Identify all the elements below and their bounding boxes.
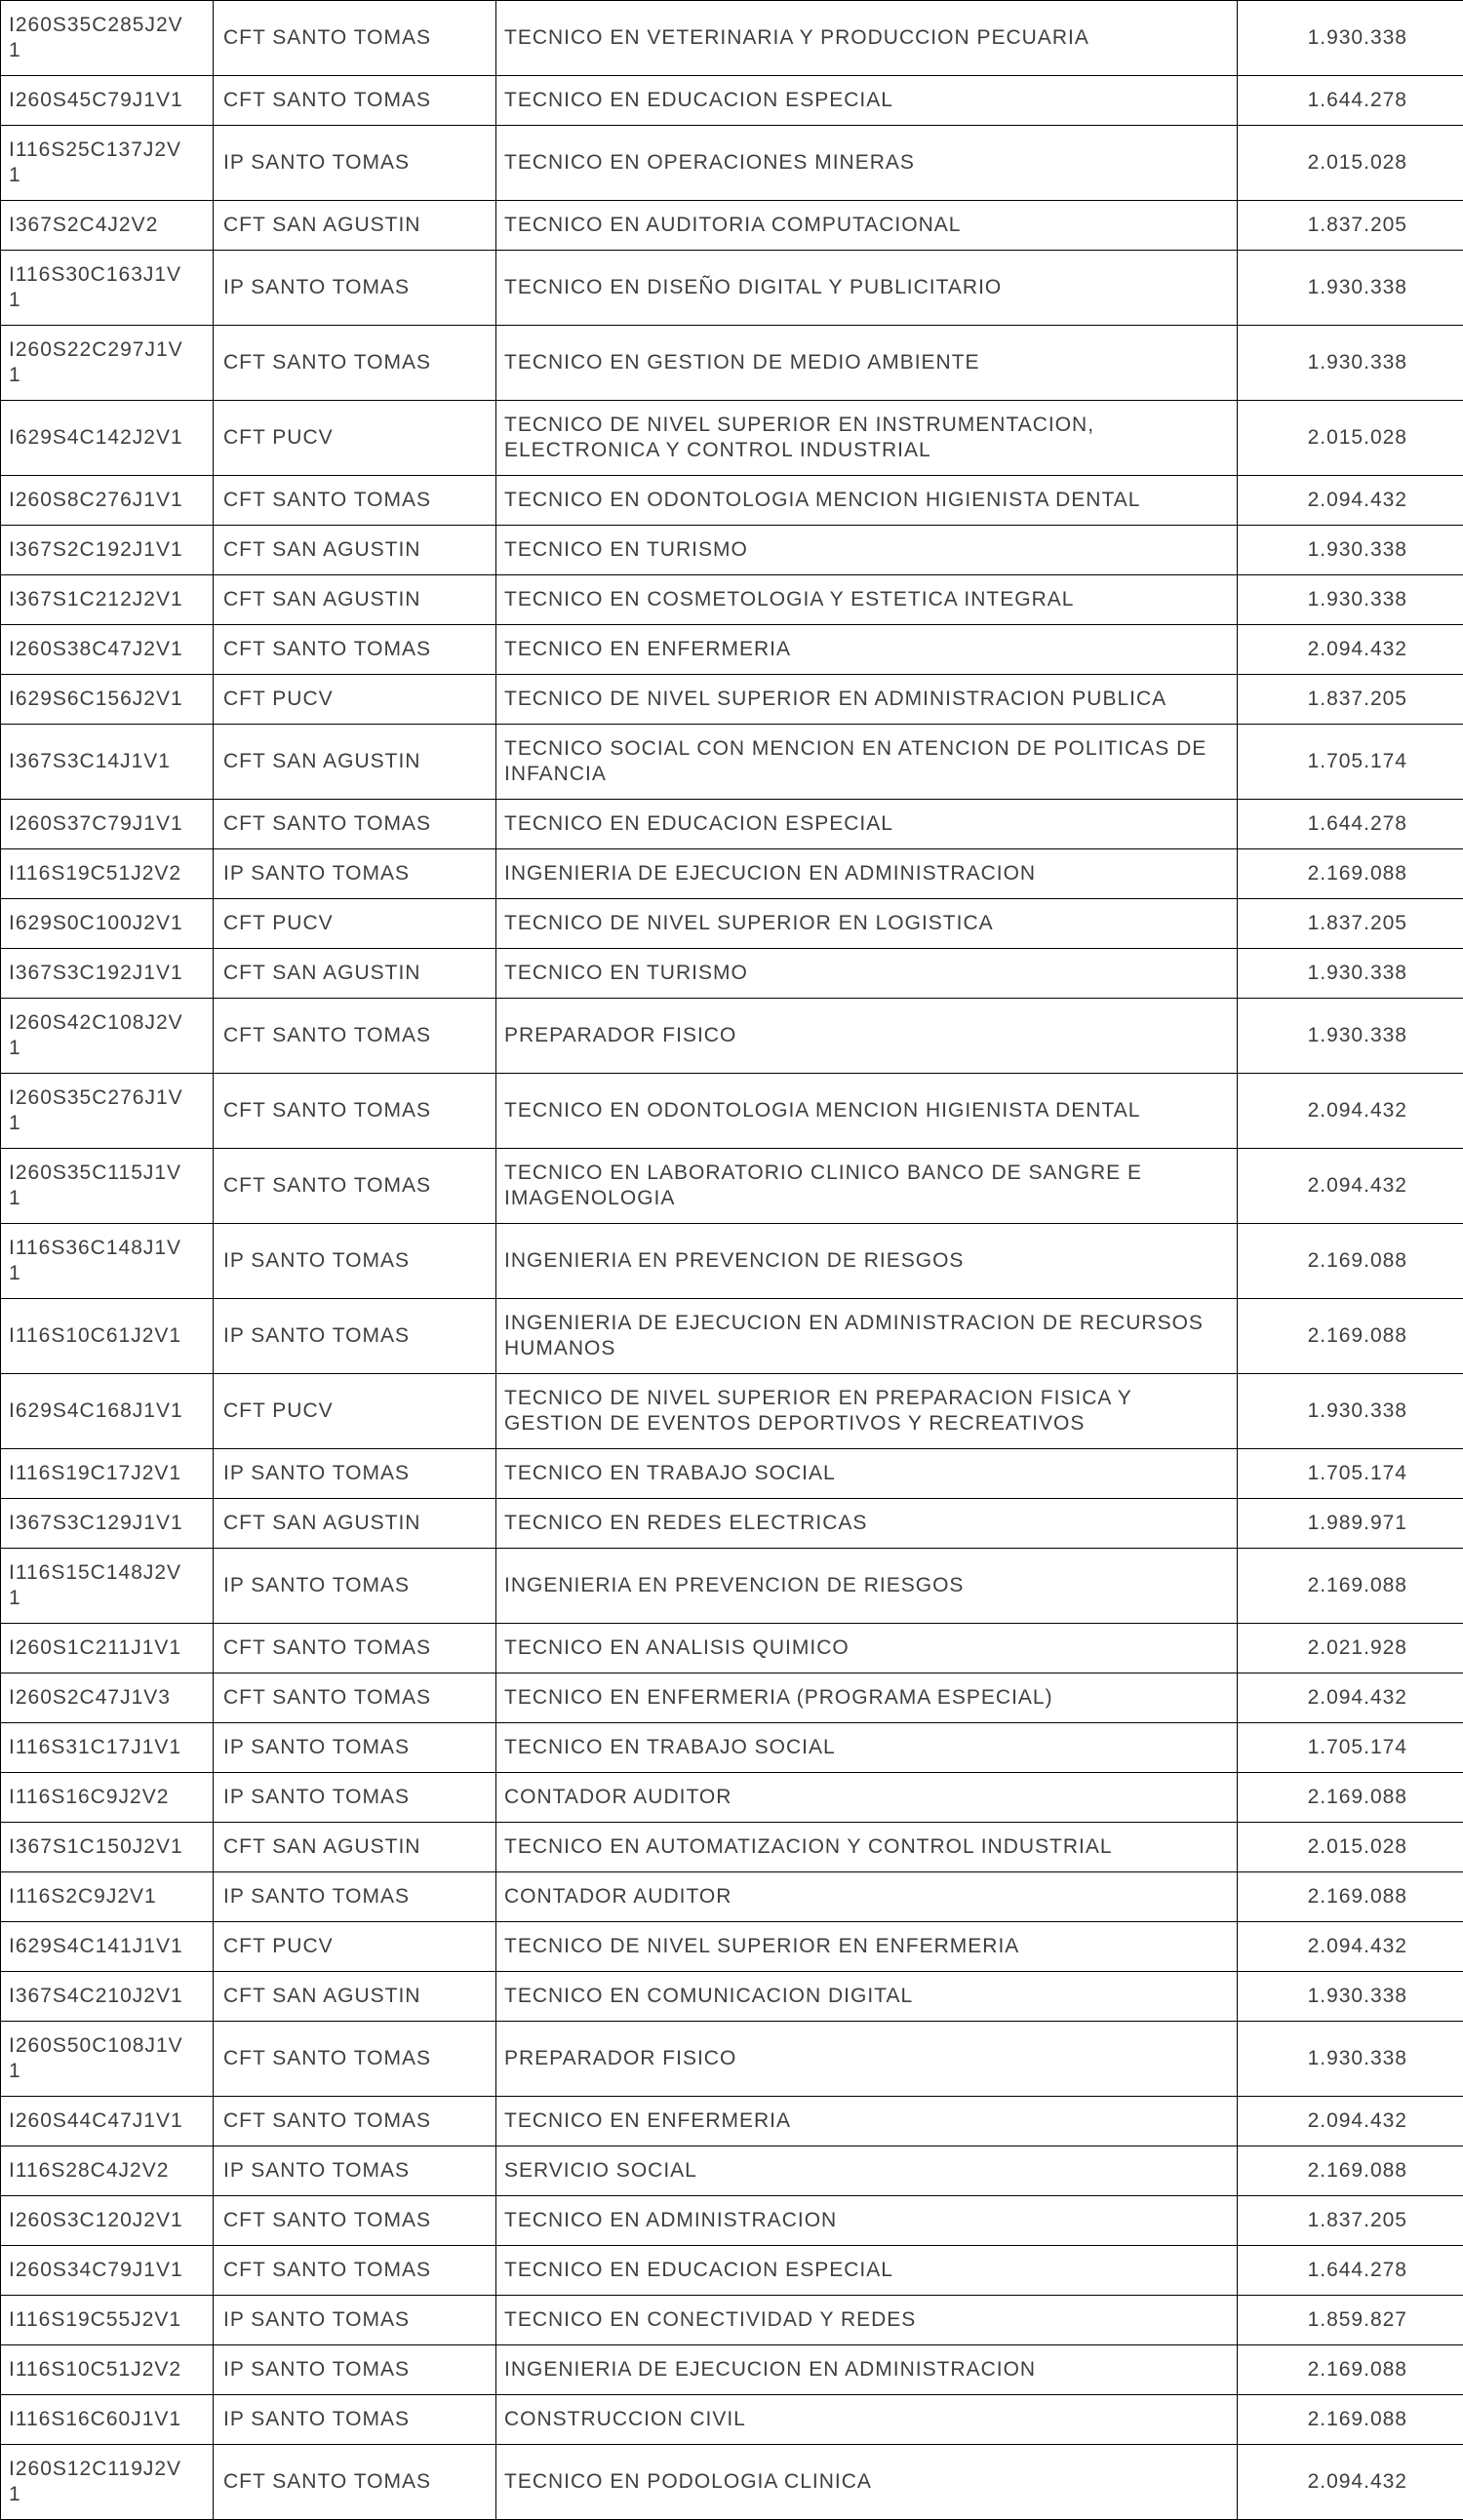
program-cell: TECNICO EN ENFERMERIA (496, 2097, 1238, 2146)
amount-cell: 1.705.174 (1238, 1449, 1463, 1499)
amount-cell: 2.169.088 (1238, 2395, 1463, 2445)
table-row (1, 1374, 1463, 1449)
code-cell: I260S45C79J1V1 (1, 76, 214, 126)
program-cell: TECNICO EN AUDITORIA COMPUTACIONAL (496, 201, 1238, 251)
program-cell: INGENIERIA EN PREVENCION DE RIESGOS (496, 1224, 1238, 1299)
program-cell: TECNICO EN EDUCACION ESPECIAL (496, 2246, 1238, 2296)
program-cell: SERVICIO SOCIAL (496, 2146, 1238, 2196)
amount-cell: 1.837.205 (1238, 201, 1463, 251)
code-cell: I260S34C79J1V1 (1, 2246, 214, 2296)
program-cell: TECNICO EN EDUCACION ESPECIAL (496, 76, 1238, 126)
program-cell: TECNICO EN ENFERMERIA (496, 625, 1238, 675)
code-cell: I367S3C14J1V1 (1, 725, 214, 800)
program-cell: TECNICO EN GESTION DE MEDIO AMBIENTE (496, 326, 1238, 401)
code-cell: I260S50C108J1V1 (1, 2022, 214, 2097)
table-row (1, 1673, 1463, 1723)
table-row (1, 76, 1463, 126)
code-cell: I116S2C9J2V1 (1, 1872, 214, 1922)
amount-cell: 1.930.338 (1238, 1972, 1463, 2022)
institution-cell: CFT PUCV (214, 1922, 496, 1972)
amount-cell: 1.644.278 (1238, 2246, 1463, 2296)
program-cell: TECNICO EN OPERACIONES MINERAS (496, 126, 1238, 201)
program-cell: INGENIERIA DE EJECUCION EN ADMINISTRACION DE RECURSOS HUMANOS (496, 1299, 1238, 1374)
institution-cell: CFT SAN AGUSTIN (214, 725, 496, 800)
code-cell: I260S35C115J1V1 (1, 1149, 214, 1224)
table-row (1, 1299, 1463, 1374)
institution-cell: CFT PUCV (214, 899, 496, 949)
program-cell: TECNICO EN COSMETOLOGIA Y ESTETICA INTEGRAL (496, 575, 1238, 625)
amount-cell: 2.015.028 (1238, 126, 1463, 201)
program-cell: TECNICO EN TURISMO (496, 526, 1238, 575)
amount-cell: 2.169.088 (1238, 849, 1463, 899)
table-row (1, 575, 1463, 625)
table-body (1, 1, 1463, 2520)
institution-cell: CFT SAN AGUSTIN (214, 201, 496, 251)
amount-cell: 1.930.338 (1238, 2022, 1463, 2097)
program-cell: TECNICO EN ENFERMERIA (PROGRAMA ESPECIAL) (496, 1673, 1238, 1723)
table-row (1, 326, 1463, 401)
table-row (1, 1499, 1463, 1549)
code-cell: I260S38C47J2V1 (1, 625, 214, 675)
institution-cell: IP SANTO TOMAS (214, 126, 496, 201)
code-cell: I260S8C276J1V1 (1, 476, 214, 526)
code-cell: I260S3C120J2V1 (1, 2196, 214, 2246)
institution-cell: IP SANTO TOMAS (214, 1449, 496, 1499)
table-row (1, 2345, 1463, 2395)
code-cell: I116S30C163J1V1 (1, 251, 214, 326)
amount-cell: 1.930.338 (1238, 575, 1463, 625)
table-row (1, 2246, 1463, 2296)
institution-cell: CFT SANTO TOMAS (214, 2445, 496, 2520)
table-row (1, 1624, 1463, 1673)
code-cell: I367S4C210J2V1 (1, 1972, 214, 2022)
code-cell: I367S2C4J2V2 (1, 201, 214, 251)
program-cell: CONTADOR AUDITOR (496, 1773, 1238, 1823)
program-cell: CONTADOR AUDITOR (496, 1872, 1238, 1922)
program-cell: TECNICO DE NIVEL SUPERIOR EN INSTRUMENTACION, ELECTRONICA Y CONTROL INDUSTRIAL (496, 401, 1238, 476)
table-row (1, 126, 1463, 201)
institution-cell: CFT SANTO TOMAS (214, 2196, 496, 2246)
amount-cell: 2.094.432 (1238, 625, 1463, 675)
amount-cell: 2.169.088 (1238, 1299, 1463, 1374)
institution-cell: CFT SAN AGUSTIN (214, 949, 496, 999)
program-cell: TECNICO EN ODONTOLOGIA MENCION HIGIENISTA DENTAL (496, 1074, 1238, 1149)
institution-cell: CFT SANTO TOMAS (214, 999, 496, 1074)
table-row (1, 899, 1463, 949)
table-row (1, 476, 1463, 526)
institution-cell: IP SANTO TOMAS (214, 1723, 496, 1773)
institution-cell: CFT SANTO TOMAS (214, 1624, 496, 1673)
program-cell: TECNICO DE NIVEL SUPERIOR EN PREPARACION FISICA Y GESTION DE EVENTOS DEPORTIVOS Y RECREATIVOS (496, 1374, 1238, 1449)
amount-cell: 2.169.088 (1238, 1872, 1463, 1922)
amount-cell: 2.169.088 (1238, 1549, 1463, 1624)
program-cell: TECNICO EN ANALISIS QUIMICO (496, 1624, 1238, 1673)
table-row (1, 1, 1463, 76)
code-cell: I367S1C212J2V1 (1, 575, 214, 625)
institution-cell: CFT SAN AGUSTIN (214, 1972, 496, 2022)
code-cell: I116S25C137J2V1 (1, 126, 214, 201)
program-cell: TECNICO DE NIVEL SUPERIOR EN LOGISTICA (496, 899, 1238, 949)
amount-cell: 1.930.338 (1238, 1, 1463, 76)
amount-cell: 1.644.278 (1238, 76, 1463, 126)
table-row (1, 201, 1463, 251)
program-cell: TECNICO DE NIVEL SUPERIOR EN ADMINISTRACION PUBLICA (496, 675, 1238, 725)
table-row (1, 1074, 1463, 1149)
program-cell: TECNICO EN EDUCACION ESPECIAL (496, 800, 1238, 849)
institution-cell: IP SANTO TOMAS (214, 1224, 496, 1299)
program-cell: TECNICO EN ADMINISTRACION (496, 2196, 1238, 2246)
table-row (1, 2022, 1463, 2097)
code-cell: I260S35C285J2V1 (1, 1, 214, 76)
code-cell: I629S4C141J1V1 (1, 1922, 214, 1972)
program-cell: TECNICO DE NIVEL SUPERIOR EN ENFERMERIA (496, 1922, 1238, 1972)
table-row (1, 1149, 1463, 1224)
code-cell: I260S1C211J1V1 (1, 1624, 214, 1673)
table-row (1, 526, 1463, 575)
amount-cell: 1.930.338 (1238, 526, 1463, 575)
program-cell: INGENIERIA DE EJECUCION EN ADMINISTRACION (496, 849, 1238, 899)
code-cell: I367S2C192J1V1 (1, 526, 214, 575)
program-cell: TECNICO EN LABORATORIO CLINICO BANCO DE SANGRE E IMAGENOLOGIA (496, 1149, 1238, 1224)
institution-cell: CFT SANTO TOMAS (214, 1, 496, 76)
code-cell: I116S10C51J2V2 (1, 2345, 214, 2395)
program-cell: TECNICO EN TRABAJO SOCIAL (496, 1723, 1238, 1773)
amount-cell: 1.989.971 (1238, 1499, 1463, 1549)
code-cell: I116S19C51J2V2 (1, 849, 214, 899)
code-cell: I116S10C61J2V1 (1, 1299, 214, 1374)
institution-cell: CFT PUCV (214, 401, 496, 476)
amount-cell: 1.644.278 (1238, 800, 1463, 849)
institution-cell: CFT PUCV (214, 1374, 496, 1449)
code-cell: I260S37C79J1V1 (1, 800, 214, 849)
institution-cell: CFT SANTO TOMAS (214, 2022, 496, 2097)
table-row (1, 1549, 1463, 1624)
table-row (1, 2146, 1463, 2196)
table-row (1, 625, 1463, 675)
table-row (1, 401, 1463, 476)
code-cell: I629S0C100J2V1 (1, 899, 214, 949)
table-row (1, 1872, 1463, 1922)
amount-cell: 2.021.928 (1238, 1624, 1463, 1673)
amount-cell: 2.015.028 (1238, 401, 1463, 476)
program-cell: TECNICO EN REDES ELECTRICAS (496, 1499, 1238, 1549)
institution-cell: CFT PUCV (214, 675, 496, 725)
amount-cell: 2.094.432 (1238, 1149, 1463, 1224)
code-cell: I116S28C4J2V2 (1, 2146, 214, 2196)
program-cell: TECNICO EN CONECTIVIDAD Y REDES (496, 2296, 1238, 2345)
table-row (1, 1922, 1463, 1972)
table-row (1, 1972, 1463, 2022)
amount-cell: 1.859.827 (1238, 2296, 1463, 2345)
program-cell: INGENIERIA DE EJECUCION EN ADMINISTRACION (496, 2345, 1238, 2395)
institution-cell: IP SANTO TOMAS (214, 1299, 496, 1374)
institution-cell: CFT SANTO TOMAS (214, 476, 496, 526)
amount-cell: 1.705.174 (1238, 1723, 1463, 1773)
table-row (1, 1723, 1463, 1773)
institution-cell: IP SANTO TOMAS (214, 1549, 496, 1624)
amount-cell: 2.094.432 (1238, 1922, 1463, 1972)
institution-cell: IP SANTO TOMAS (214, 2345, 496, 2395)
code-cell: I116S16C9J2V2 (1, 1773, 214, 1823)
table-row (1, 1224, 1463, 1299)
table-row (1, 675, 1463, 725)
program-cell: TECNICO EN TRABAJO SOCIAL (496, 1449, 1238, 1499)
code-cell: I260S12C119J2V1 (1, 2445, 214, 2520)
table-row (1, 2445, 1463, 2520)
institution-cell: IP SANTO TOMAS (214, 2296, 496, 2345)
institution-cell: CFT SANTO TOMAS (214, 2246, 496, 2296)
code-cell: I629S6C156J2V1 (1, 675, 214, 725)
code-cell: I629S4C142J2V1 (1, 401, 214, 476)
code-cell: I367S3C129J1V1 (1, 1499, 214, 1549)
code-cell: I116S19C55J2V1 (1, 2296, 214, 2345)
table-row (1, 999, 1463, 1074)
table-row (1, 849, 1463, 899)
program-cell: TECNICO EN COMUNICACION DIGITAL (496, 1972, 1238, 2022)
table-row (1, 2097, 1463, 2146)
program-cell: TECNICO EN AUTOMATIZACION Y CONTROL INDUSTRIAL (496, 1823, 1238, 1872)
institution-cell: IP SANTO TOMAS (214, 2395, 496, 2445)
institution-cell: CFT SANTO TOMAS (214, 1149, 496, 1224)
institution-cell: IP SANTO TOMAS (214, 849, 496, 899)
code-cell: I116S15C148J2V1 (1, 1549, 214, 1624)
amount-cell: 2.094.432 (1238, 1673, 1463, 1723)
amount-cell: 2.094.432 (1238, 2445, 1463, 2520)
amount-cell: 1.930.338 (1238, 949, 1463, 999)
amount-cell: 2.169.088 (1238, 1773, 1463, 1823)
amount-cell: 1.930.338 (1238, 326, 1463, 401)
institution-cell: CFT SANTO TOMAS (214, 800, 496, 849)
table-row (1, 949, 1463, 999)
code-cell: I260S42C108J2V1 (1, 999, 214, 1074)
amount-cell: 2.094.432 (1238, 476, 1463, 526)
institution-cell: CFT SAN AGUSTIN (214, 1823, 496, 1872)
amount-cell: 2.094.432 (1238, 2097, 1463, 2146)
amount-cell: 1.930.338 (1238, 1374, 1463, 1449)
program-cell: CONSTRUCCION CIVIL (496, 2395, 1238, 2445)
institution-cell: IP SANTO TOMAS (214, 1872, 496, 1922)
amount-cell: 2.169.088 (1238, 2345, 1463, 2395)
amount-cell: 1.837.205 (1238, 675, 1463, 725)
program-cell: INGENIERIA EN PREVENCION DE RIESGOS (496, 1549, 1238, 1624)
amount-cell: 2.169.088 (1238, 1224, 1463, 1299)
table-row (1, 725, 1463, 800)
table-row (1, 1773, 1463, 1823)
amount-cell: 1.930.338 (1238, 251, 1463, 326)
table-row (1, 1823, 1463, 1872)
code-cell: I116S36C148J1V1 (1, 1224, 214, 1299)
code-cell: I116S31C17J1V1 (1, 1723, 214, 1773)
table-row (1, 2296, 1463, 2345)
table-row (1, 2196, 1463, 2246)
institution-cell: CFT SANTO TOMAS (214, 2097, 496, 2146)
code-cell: I367S3C192J1V1 (1, 949, 214, 999)
program-cell: PREPARADOR FISICO (496, 2022, 1238, 2097)
code-cell: I260S2C47J1V3 (1, 1673, 214, 1723)
program-cell: PREPARADOR FISICO (496, 999, 1238, 1074)
amount-cell: 1.705.174 (1238, 725, 1463, 800)
institution-cell: CFT SANTO TOMAS (214, 625, 496, 675)
institution-cell: CFT SAN AGUSTIN (214, 1499, 496, 1549)
amount-cell: 1.837.205 (1238, 899, 1463, 949)
program-cell: TECNICO EN TURISMO (496, 949, 1238, 999)
institution-cell: IP SANTO TOMAS (214, 251, 496, 326)
table-row (1, 2395, 1463, 2445)
institution-cell: CFT SANTO TOMAS (214, 1673, 496, 1723)
program-cell: TECNICO EN ODONTOLOGIA MENCION HIGIENISTA DENTAL (496, 476, 1238, 526)
code-cell: I116S19C17J2V1 (1, 1449, 214, 1499)
code-cell: I260S44C47J1V1 (1, 2097, 214, 2146)
code-cell: I629S4C168J1V1 (1, 1374, 214, 1449)
amount-cell: 2.094.432 (1238, 1074, 1463, 1149)
table-row (1, 251, 1463, 326)
institution-cell: IP SANTO TOMAS (214, 1773, 496, 1823)
program-cell: TECNICO SOCIAL CON MENCION EN ATENCION DE POLITICAS DE INFANCIA (496, 725, 1238, 800)
institution-cell: CFT SANTO TOMAS (214, 326, 496, 401)
table-row (1, 1449, 1463, 1499)
amount-cell: 2.169.088 (1238, 2146, 1463, 2196)
program-cell: TECNICO EN PODOLOGIA CLINICA (496, 2445, 1238, 2520)
program-cell: TECNICO EN DISEÑO DIGITAL Y PUBLICITARIO (496, 251, 1238, 326)
code-cell: I116S16C60J1V1 (1, 2395, 214, 2445)
table-row (1, 800, 1463, 849)
code-cell: I367S1C150J2V1 (1, 1823, 214, 1872)
institution-cell: CFT SANTO TOMAS (214, 76, 496, 126)
institution-cell: IP SANTO TOMAS (214, 2146, 496, 2196)
amount-cell: 2.015.028 (1238, 1823, 1463, 1872)
program-cell: TECNICO EN VETERINARIA Y PRODUCCION PECUARIA (496, 1, 1238, 76)
institution-cell: CFT SAN AGUSTIN (214, 526, 496, 575)
amount-cell: 1.930.338 (1238, 999, 1463, 1074)
institution-cell: CFT SANTO TOMAS (214, 1074, 496, 1149)
code-cell: I260S22C297J1V1 (1, 326, 214, 401)
code-cell: I260S35C276J1V1 (1, 1074, 214, 1149)
amount-cell: 1.837.205 (1238, 2196, 1463, 2246)
institution-cell: CFT SAN AGUSTIN (214, 575, 496, 625)
